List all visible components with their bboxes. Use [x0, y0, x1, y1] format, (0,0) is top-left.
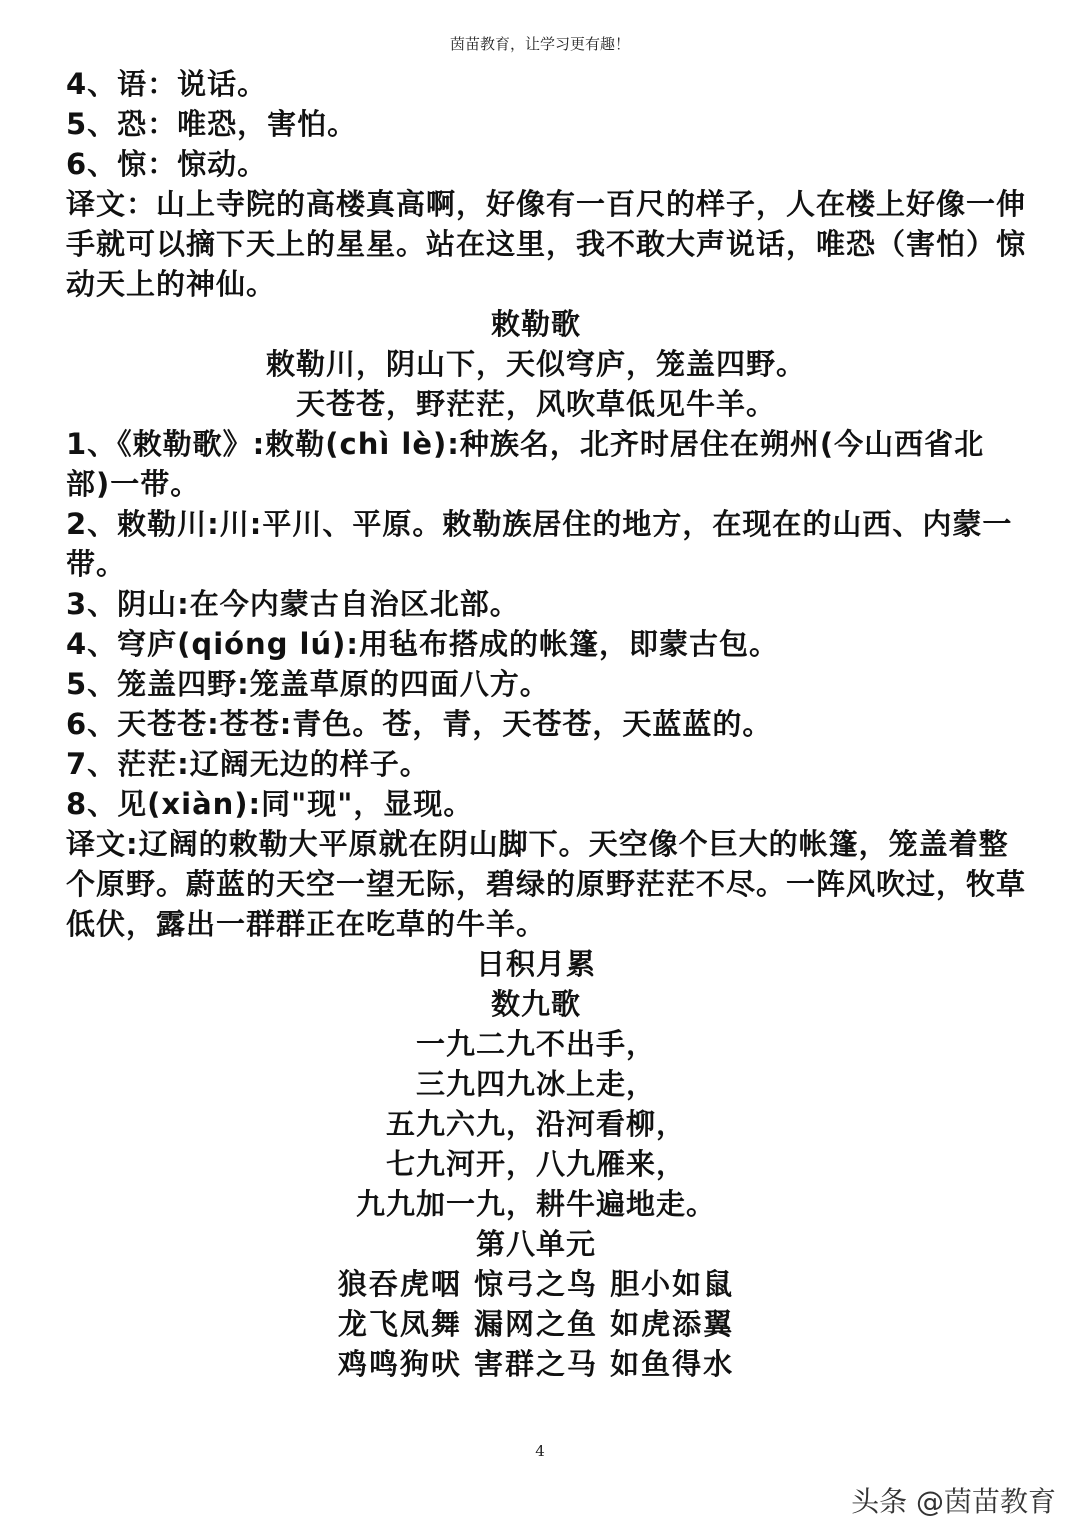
section-title: 日积月累 [475, 947, 596, 981]
idiom-row: 狼吞虎咽 惊弓之鸟 胆小如鼠 [337, 1267, 735, 1301]
idiom-row: 鸡鸣狗吠 害群之马 如鱼得水 [337, 1347, 735, 1381]
note-line: 4、穹庐(qióng lú):用毡布搭成的帐篷，即蒙古包。 [66, 627, 779, 661]
song-title: 数九歌 [490, 987, 581, 1021]
poem-line: 敕勒川，阴山下，天似穹庐，笼盖四野。 [265, 347, 806, 381]
note-line: 6、天苍苍:苍苍:青色。苍，青，天苍苍，天蓝蓝的。 [66, 707, 773, 741]
note-line: 6、惊：惊动。 [66, 147, 268, 181]
song-line: 九九加一九，耕牛遍地走。 [355, 1187, 716, 1221]
song-line: 一九二九不出手， [415, 1027, 656, 1061]
song-line: 七九河开，八九雁来， [385, 1147, 686, 1181]
song-line: 五九六九，沿河看柳， [385, 1107, 686, 1141]
note-line: 7、茫茫:辽阔无边的样子。 [66, 747, 430, 781]
idiom-row: 龙飞凤舞 漏网之鱼 如虎添翼 [337, 1307, 735, 1341]
document-body [66, 64, 1026, 1384]
translation-paragraph: 译文:辽阔的敕勒大平原就在阴山脚下。天空像个巨大的帐篷，笼盖着整个原野。蔚蓝的天空一望无际，碧绿的原野茫茫不尽。一阵风吹过，牧草低伏，露出一群群正在吃草的牛羊。 [66, 827, 1027, 941]
note-line: 8、见(xiàn):同"现"，显现。 [66, 787, 474, 821]
watermark: 头条 @茵苗教育 [851, 1485, 1056, 1518]
poem-title: 敕勒歌 [490, 307, 581, 341]
note-line: 5、恐：唯恐，害怕。 [66, 107, 358, 141]
note-line: 4、语：说话。 [66, 67, 268, 101]
song-line: 三九四九冰上走， [415, 1067, 656, 1101]
poem-line: 天苍苍，野茫茫，风吹草低见牛羊。 [295, 387, 776, 421]
note-line: 2、敕勒川:川:平川、平原。敕勒族居住的地方，在现在的山西、内蒙一带。 [66, 507, 1013, 581]
page-number: 4 [535, 1442, 545, 1460]
page-header: 茵苗教育，让学习更有趣！ [449, 35, 630, 53]
unit-title: 第八单元 [475, 1227, 596, 1261]
translation-paragraph: 译文：山上寺院的高楼真高啊，好像有一百尺的样子，人在楼上好像一伸手就可以摘下天上的星星。站在这里，我不敢大声说话，唯恐（害怕）惊动天上的神仙。 [66, 187, 1027, 301]
note-line: 5、笼盖四野:笼盖草原的四面八方。 [66, 667, 550, 701]
note-line: 3、阴山:在今内蒙古自治区北部。 [66, 587, 520, 621]
note-line: 1、《敕勒歌》:敕勒(chì lè):种族名，北齐时居住在朔州(今山西省北部)一带。 [66, 427, 985, 501]
